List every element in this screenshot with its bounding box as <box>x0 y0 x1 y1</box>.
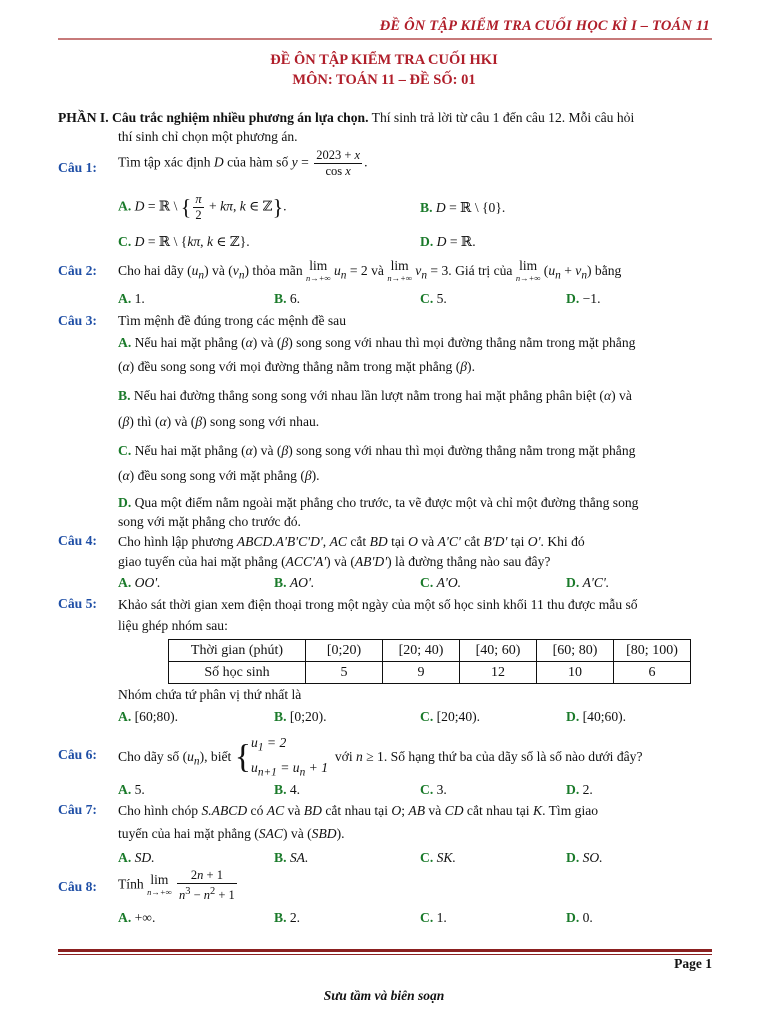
question-3-option-b[interactable]: B. Nếu hai đường thẳng song song với nhau lần lượt nằm trong hai mặt phẳng phân biệt (α) và <box>118 388 632 403</box>
footer-divider-thick <box>58 949 712 952</box>
question-5-text-cont: liệu ghép nhóm sau: <box>118 618 228 633</box>
question-7-text-cont: tuyến của hai mặt phẳng (SAC) và (SBD). <box>118 826 345 841</box>
question-4-text-cont: giao tuyến của hai mặt phẳng (ACC'A') và (AB'D') là đường thẳng nào sau đây? <box>118 554 551 569</box>
exam-title: ĐỀ ÔN TẬP KIỂM TRA CUỐI HKI <box>270 52 498 68</box>
question-5-option-a[interactable]: A. [60;80). <box>118 709 179 724</box>
question-6-label: Câu 6: <box>58 747 97 762</box>
question-3-option-d[interactable]: D. Qua một điểm nằm ngoài mặt phẳng cho trước, ta vẽ được một và chỉ một đường thẳng song <box>118 495 639 510</box>
question-3-option-a[interactable]: A. Nếu hai mặt phẳng (α) và (β) song song với nhau thì mọi đường thẳng nằm trong mặt phẳng <box>118 335 636 350</box>
frequency-table <box>168 639 691 684</box>
question-3-label: Câu 3: <box>58 313 97 328</box>
table-count: 9 <box>383 662 460 684</box>
question-8-option-a[interactable]: A. +∞. <box>118 910 156 925</box>
question-1-option-d[interactable]: D. D = ℝ. <box>420 234 476 249</box>
question-8-option-b[interactable]: B. 2. <box>274 910 301 925</box>
question-1-text: Tìm tập xác định D của hàm số y = $\frac{2023 + x}{\text{cos x}}$ . <box>118 148 368 178</box>
question-8-option-c[interactable]: C. 1. <box>420 910 447 925</box>
question-7-option-b[interactable]: B. SA. <box>274 850 309 865</box>
question-2-option-a[interactable]: A. 1. <box>118 291 145 306</box>
question-8-option-d[interactable]: D. 0. <box>566 910 593 925</box>
question-6-option-d[interactable]: D. 2. <box>566 782 593 797</box>
question-8-text: Tính lim n→+∞ $\frac{2n + 1}{n^3 - n^2 + 1}$ <box>118 868 235 903</box>
question-6-option-a[interactable]: A. 5. <box>118 782 145 797</box>
question-4-option-a[interactable]: A. OO'. <box>118 575 161 590</box>
table-row2-header: Số học sinh <box>169 662 306 684</box>
question-7-option-d[interactable]: D. SO. <box>566 850 603 865</box>
question-1-option-b[interactable]: B. D = ℝ \ {0}. <box>420 200 506 215</box>
question-5-after: Nhóm chứa tứ phân vị thứ nhất là <box>118 687 302 702</box>
part1-instruction-2: thí sinh chỉ chọn một phương án. <box>118 129 298 144</box>
question-4-option-d[interactable]: D. A'C'. <box>566 575 610 590</box>
table-count: 10 <box>537 662 614 684</box>
question-5-label: Câu 5: <box>58 596 97 611</box>
question-6-text: Cho dãy số $(u_n)$, biết { $u_1 = 2$ $u_{n+1} = u_n + 1$ với n ≥ 1. Số hạng thứ ba của dãy số là số nào dưới đây? <box>118 735 643 779</box>
question-5-text: Khảo sát thời gian xem điện thoại trong một ngày của một số học sinh khối 11 thu được mẫu số <box>118 597 638 612</box>
question-3-option-d-cont: song với mặt phẳng cho trước đó. <box>118 514 301 529</box>
question-5-option-d[interactable]: D. [40;60). <box>566 709 627 724</box>
question-7-option-a[interactable]: A. SD. <box>118 850 155 865</box>
question-1-option-a[interactable]: A. D = ℝ \ { $\frac{\pi}{2}$ + kπ, k ∈ ℤ}. <box>118 192 287 222</box>
question-2-label: Câu 2: <box>58 263 97 278</box>
question-2-option-c[interactable]: C. 5. <box>420 291 447 306</box>
question-2-option-d[interactable]: D. −1. <box>566 291 601 306</box>
header-divider <box>58 38 712 40</box>
table-interval: [20; 40) <box>383 640 460 662</box>
question-4-text: Cho hình lập phương ABCD.A'B'C'D', AC cắt BD tại O và A'C' cắt B'D' tại O'. Khi đó <box>118 534 585 549</box>
running-header: ĐỀ ÔN TẬP KIỂM TRA CUỐI HỌC KÌ I – TOÁN 11 <box>379 18 710 34</box>
question-4-option-c[interactable]: C. A'O. <box>420 575 462 590</box>
question-5-option-c[interactable]: C. [20;40). <box>420 709 481 724</box>
question-2-text: Cho hai dãy $(u_n)$ và $(v_n)$ thỏa mãn lim n→+∞ $u_n = 2$ và lim n→+∞ $v_n = 3$. Giá trị của lim n→+∞ $(u_n + v_n)$ bằng <box>118 258 622 283</box>
question-7-label: Câu 7: <box>58 802 97 817</box>
part1-label: PHẦN I. Câu trắc nghiệm nhiều phương án lựa chọn. <box>58 110 369 125</box>
question-3-option-a-cont: (α) đều song song với mọi đường thẳng nằm trong mặt phẳng (β). <box>118 359 475 374</box>
table-interval: [0;20) <box>306 640 383 662</box>
question-3-option-c[interactable]: C. Nếu hai mặt phẳng (α) và (β) song song với nhau thì mọi đường thẳng nằm trong mặt phẳng <box>118 443 636 458</box>
question-3-text: Tìm mệnh đề đúng trong các mệnh đề sau <box>118 313 347 328</box>
question-3-option-b-cont: (β) thì (α) và (β) song song với nhau. <box>118 414 320 429</box>
question-8-label: Câu 8: <box>58 879 97 894</box>
table-row1-header: Thời gian (phút) <box>169 640 306 662</box>
table-interval: [60; 80) <box>537 640 614 662</box>
exam-subtitle: MÔN: TOÁN 11 – ĐỀ SỐ: 01 <box>292 72 476 88</box>
question-6-option-c[interactable]: C. 3. <box>420 782 447 797</box>
question-5-option-b[interactable]: B. [0;20). <box>274 709 327 724</box>
question-1-label: Câu 1: <box>58 160 97 175</box>
question-2-option-b[interactable]: B. 6. <box>274 291 301 306</box>
question-7-option-c[interactable]: C. SK. <box>420 850 456 865</box>
question-6-option-b[interactable]: B. 4. <box>274 782 301 797</box>
question-3-option-c-cont: (α) đều song song với mặt phẳng (β). <box>118 468 320 483</box>
question-1-option-c[interactable]: C. D = ℝ \ {kπ, k ∈ ℤ}. <box>118 234 250 249</box>
footer-divider-thin <box>58 954 712 955</box>
table-interval: [40; 60) <box>460 640 537 662</box>
table-interval: [80; 100) <box>614 640 691 662</box>
table-count: 5 <box>306 662 383 684</box>
question-4-option-b[interactable]: B. AO'. <box>274 575 315 590</box>
part1-instruction <box>58 109 718 127</box>
part1-instruction-1: Thí sinh trả lời từ câu 1 đến câu 12. Mỗi câu hỏi <box>368 110 635 125</box>
source-note: Sưu tầm và biên soạn <box>323 988 445 1003</box>
table-count: 12 <box>460 662 537 684</box>
table-count: 6 <box>614 662 691 684</box>
question-7-text: Cho hình chóp S.ABCD có AC và BD cắt nhau tại O; AB và CD cắt nhau tại K. Tìm giao <box>118 803 599 818</box>
page-number: Page 1 <box>674 956 712 971</box>
question-4-label: Câu 4: <box>58 533 97 548</box>
